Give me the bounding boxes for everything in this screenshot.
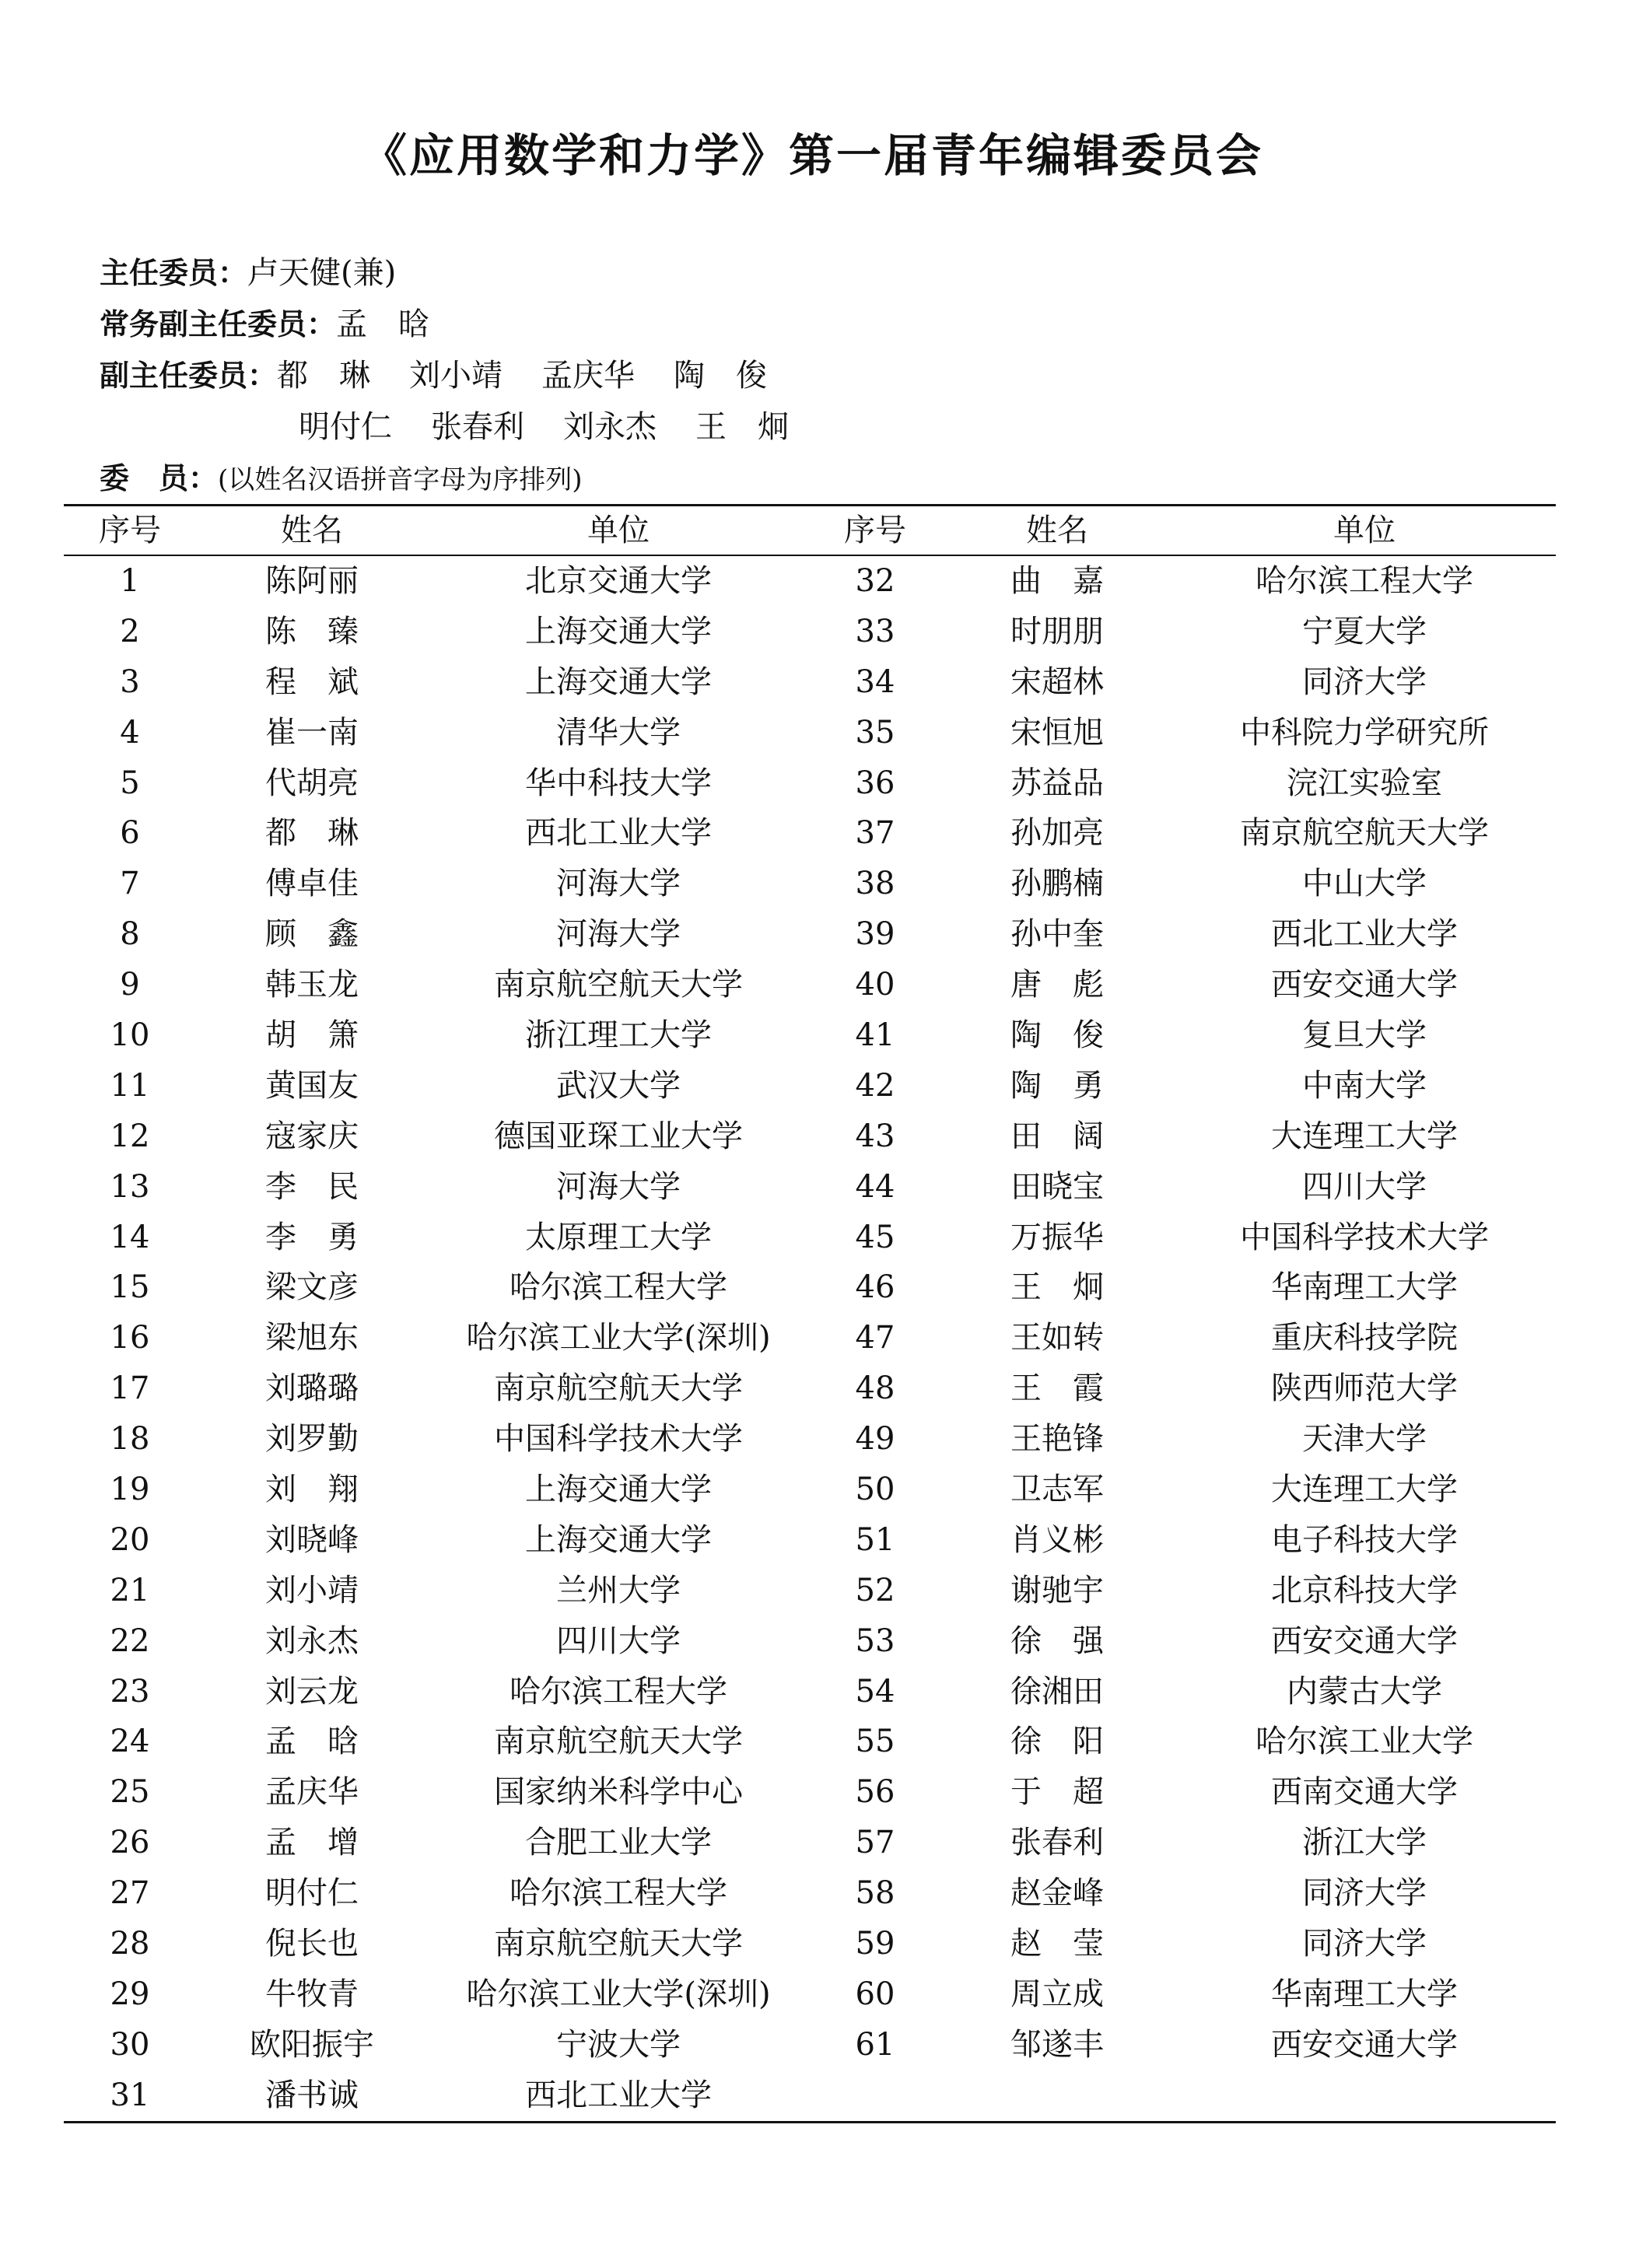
member-unit: 天津大学 xyxy=(1302,1421,1427,1458)
member-name: 韩玉龙 xyxy=(265,967,359,1003)
vice-name: 孟庆华 xyxy=(541,358,636,394)
header-unit: 单位 xyxy=(1333,513,1396,548)
member-unit: 西安交通大学 xyxy=(1271,2026,1458,2063)
member-unit: 北京科技大学 xyxy=(1271,1572,1458,1608)
member-unit: 南京航空航天大学 xyxy=(494,1724,743,1760)
member-unit: 哈尔滨工程大学 xyxy=(1256,563,1473,599)
member-no: 17 xyxy=(110,1370,150,1407)
member-name: 梁文彦 xyxy=(265,1269,359,1306)
member-unit: 西北工业大学 xyxy=(525,2077,712,2113)
member-name: 王 霞 xyxy=(1010,1370,1104,1407)
table-row xyxy=(64,708,1556,758)
member-no: 9 xyxy=(120,967,140,1003)
member-no: 42 xyxy=(855,1067,895,1104)
member-name: 孙加亮 xyxy=(1010,815,1104,852)
member-no: 35 xyxy=(855,714,895,751)
member-no: 34 xyxy=(855,663,895,700)
member-name: 赵 莹 xyxy=(1010,1926,1104,1962)
member-unit: 同济大学 xyxy=(1302,1926,1427,1962)
member-no: 8 xyxy=(120,916,140,953)
table-body xyxy=(64,556,1556,2121)
member-no: 20 xyxy=(110,1521,150,1558)
table-row xyxy=(64,1767,1556,1818)
member-no: 58 xyxy=(855,1875,895,1912)
member-no: 6 xyxy=(120,815,140,852)
member-name: 梁旭东 xyxy=(265,1320,359,1356)
member-name: 牛牧青 xyxy=(265,1976,359,2012)
member-name: 孟 增 xyxy=(265,1825,359,1861)
executive-vice-names xyxy=(336,299,468,350)
vice-line-2 xyxy=(100,401,1539,453)
member-no: 11 xyxy=(110,1067,150,1104)
member-unit: 大连理工大学 xyxy=(1271,1472,1458,1508)
member-name: 刘 翔 xyxy=(265,1472,359,1508)
member-no: 18 xyxy=(110,1421,150,1458)
member-no: 32 xyxy=(855,563,895,599)
member-unit: 南京航空航天大学 xyxy=(494,967,743,1003)
member-name: 王艳锋 xyxy=(1010,1421,1104,1458)
member-unit: 北京交通大学 xyxy=(525,563,712,599)
table-row xyxy=(64,1717,1556,1767)
member-name: 赵金峰 xyxy=(1010,1875,1104,1912)
header-no: 序号 xyxy=(844,513,906,548)
member-name: 刘云龙 xyxy=(265,1673,359,1710)
member-name: 李 勇 xyxy=(265,1219,359,1255)
table-row xyxy=(64,1213,1556,1263)
member-name: 明付仁 xyxy=(265,1875,359,1912)
member-no: 22 xyxy=(110,1622,150,1659)
member-no: 27 xyxy=(110,1875,150,1912)
member-no: 61 xyxy=(855,2026,895,2063)
member-name: 傅卓佳 xyxy=(265,866,359,902)
member-unit: 复旦大学 xyxy=(1302,1017,1427,1054)
member-unit: 哈尔滨工程大学 xyxy=(510,1673,727,1710)
vice-name: 刘小靖 xyxy=(409,358,503,394)
member-name: 陶 勇 xyxy=(1010,1067,1104,1104)
member-unit: 西北工业大学 xyxy=(525,815,712,852)
member-unit: 陕西师范大学 xyxy=(1271,1370,1458,1407)
members-line xyxy=(100,453,1539,504)
member-unit: 重庆科技学院 xyxy=(1271,1320,1458,1356)
member-no xyxy=(809,2070,941,2121)
member-name: 徐 阳 xyxy=(1010,1724,1104,1760)
member-no: 29 xyxy=(110,1976,150,2012)
page-title: 《应用数学和力学》第一届青年编辑委员会 xyxy=(361,129,1263,182)
member-unit: 华中科技大学 xyxy=(525,765,712,801)
member-name: 时朋朋 xyxy=(1010,613,1104,649)
member-name: 欧阳振宇 xyxy=(250,2026,374,2063)
director-label: 主任委员： xyxy=(100,256,248,290)
member-name: 都 琳 xyxy=(265,815,359,852)
member-unit: 四川大学 xyxy=(556,1622,681,1659)
member-name: 寇家庆 xyxy=(265,1118,359,1154)
member-unit: 西安交通大学 xyxy=(1271,1622,1458,1659)
member-no: 57 xyxy=(855,1825,895,1861)
member-no: 15 xyxy=(110,1269,150,1306)
member-no: 28 xyxy=(110,1926,150,1962)
member-no: 1 xyxy=(120,563,140,599)
members-label: 委 员： xyxy=(100,461,219,495)
vice-name: 陶 俊 xyxy=(674,358,768,394)
member-name: 田晓宝 xyxy=(1010,1168,1104,1205)
executive-vice-name: 孟 晗 xyxy=(336,306,430,342)
member-no: 43 xyxy=(855,1118,895,1154)
table-row xyxy=(64,2070,1556,2121)
executive-vice-line xyxy=(100,299,1539,350)
member-unit: 太原理工大学 xyxy=(525,1219,712,1255)
member-unit: 电子科技大学 xyxy=(1271,1521,1458,1558)
vice-name: 刘永杰 xyxy=(563,409,657,445)
member-unit: 内蒙古大学 xyxy=(1287,1673,1442,1710)
member-unit: 哈尔滨工业大学 xyxy=(1256,1724,1473,1760)
member-unit: 中科院力学研究所 xyxy=(1240,714,1489,751)
member-unit: 中国科学技术大学 xyxy=(1240,1219,1489,1255)
member-unit: 宁夏大学 xyxy=(1302,613,1427,649)
member-no: 39 xyxy=(855,916,895,953)
vice-name: 都 琳 xyxy=(277,358,371,394)
member-no: 25 xyxy=(110,1774,150,1811)
member-name: 顾 鑫 xyxy=(265,916,359,953)
member-name: 孟庆华 xyxy=(265,1774,359,1811)
table-row xyxy=(64,1313,1556,1363)
member-name: 万振华 xyxy=(1010,1219,1104,1255)
member-no: 47 xyxy=(855,1320,895,1356)
member-name: 代胡亮 xyxy=(265,765,359,801)
member-name: 卫志军 xyxy=(1010,1472,1104,1508)
member-unit: 兰州大学 xyxy=(556,1572,681,1608)
member-name: 唐 彪 xyxy=(1010,967,1104,1003)
table-row xyxy=(64,1010,1556,1061)
table-row xyxy=(64,1465,1556,1515)
member-no: 44 xyxy=(855,1168,895,1205)
header-name: 姓名 xyxy=(281,513,343,548)
member-no: 53 xyxy=(855,1622,895,1659)
member-unit: 哈尔滨工业大学(深圳) xyxy=(466,1320,771,1356)
member-name: 程 斌 xyxy=(265,663,359,700)
table-row xyxy=(64,1667,1556,1717)
member-no: 52 xyxy=(855,1572,895,1608)
member-no: 54 xyxy=(855,1673,895,1710)
member-unit: 德国亚琛工业大学 xyxy=(494,1118,743,1154)
member-unit: 上海交通大学 xyxy=(525,1521,712,1558)
member-name: 谢驰宇 xyxy=(1010,1572,1104,1608)
member-no: 48 xyxy=(855,1370,895,1407)
member-unit: 华南理工大学 xyxy=(1271,1976,1458,2012)
member-unit: 南京航空航天大学 xyxy=(1240,815,1489,852)
member-unit: 中山大学 xyxy=(1302,866,1427,902)
member-name: 周立成 xyxy=(1010,1976,1104,2012)
member-name: 肖义彬 xyxy=(1010,1521,1104,1558)
header-no: 序号 xyxy=(99,513,161,548)
member-unit: 华南理工大学 xyxy=(1271,1269,1458,1306)
member-unit: 南京航空航天大学 xyxy=(494,1370,743,1407)
member-no: 50 xyxy=(855,1472,895,1508)
member-no: 14 xyxy=(110,1219,150,1255)
member-name: 倪长也 xyxy=(265,1926,359,1962)
member-name: 刘晓峰 xyxy=(265,1521,359,1558)
member-unit: 宁波大学 xyxy=(556,2026,681,2063)
member-no: 31 xyxy=(110,2077,150,2113)
table-row xyxy=(64,1868,1556,1919)
member-unit: 合肥工业大学 xyxy=(525,1825,712,1861)
member-no: 23 xyxy=(110,1673,150,1710)
member-name: 胡 箫 xyxy=(265,1017,359,1054)
table-row xyxy=(64,1162,1556,1213)
member-name: 陈阿丽 xyxy=(265,563,359,599)
member-no: 40 xyxy=(855,967,895,1003)
members-table xyxy=(64,504,1556,2123)
member-no: 36 xyxy=(855,765,895,801)
members-note: (以姓名汉语拼音字母为序排列) xyxy=(218,464,583,495)
member-name: 孟 晗 xyxy=(265,1724,359,1760)
member-no: 55 xyxy=(855,1724,895,1760)
vice-label: 副主任委员： xyxy=(100,359,278,393)
vice-name: 张春利 xyxy=(431,409,524,445)
table-row xyxy=(64,1566,1556,1616)
member-unit: 哈尔滨工程大学 xyxy=(510,1875,727,1912)
member-name: 陈 臻 xyxy=(265,613,359,649)
member-name: 潘书诚 xyxy=(265,2077,359,2113)
vice-names-1 xyxy=(277,350,806,401)
member-name: 曲 嘉 xyxy=(1010,563,1104,599)
table-row xyxy=(64,1414,1556,1465)
member-unit: 中南大学 xyxy=(1302,1067,1427,1104)
member-name: 孙中奎 xyxy=(1010,916,1104,953)
table-row xyxy=(64,1919,1556,1969)
member-no: 33 xyxy=(855,613,895,649)
member-no: 37 xyxy=(855,815,895,852)
member-no: 4 xyxy=(120,714,140,751)
member-unit: 浙江理工大学 xyxy=(525,1017,712,1054)
member-no: 45 xyxy=(855,1219,895,1255)
member-name: 黄国友 xyxy=(265,1067,359,1104)
member-unit: 西南交通大学 xyxy=(1271,1774,1458,1811)
member-no: 24 xyxy=(110,1724,150,1760)
member-no: 2 xyxy=(120,613,140,649)
member-unit: 四川大学 xyxy=(1302,1168,1427,1205)
member-no: 19 xyxy=(110,1472,150,1508)
member-unit: 哈尔滨工业大学(深圳) xyxy=(466,1976,771,2012)
member-name: 刘璐璐 xyxy=(265,1370,359,1407)
member-unit: 上海交通大学 xyxy=(525,663,712,700)
member-no: 10 xyxy=(110,1017,150,1054)
member-name: 刘永杰 xyxy=(265,1622,359,1659)
member-no: 5 xyxy=(120,765,140,801)
vice-names-2 xyxy=(299,401,828,453)
header-unit: 单位 xyxy=(587,513,650,548)
member-no: 59 xyxy=(855,1926,895,1962)
table-row xyxy=(64,657,1556,708)
table-row xyxy=(64,1363,1556,1414)
member-name: 王 炯 xyxy=(1010,1269,1104,1306)
table-row xyxy=(64,758,1556,809)
member-no: 7 xyxy=(120,866,140,902)
member-unit xyxy=(1173,2070,1556,2121)
table-row xyxy=(64,808,1556,859)
member-unit: 浙江大学 xyxy=(1302,1825,1427,1861)
member-no: 3 xyxy=(120,663,140,700)
table-row xyxy=(64,909,1556,960)
vice-name: 明付仁 xyxy=(299,409,392,445)
vice-name: 王 炯 xyxy=(695,409,789,445)
executive-vice-label: 常务副主任委员： xyxy=(100,307,337,341)
member-unit: 河海大学 xyxy=(556,866,681,902)
table-header-row xyxy=(64,506,1556,555)
member-name: 刘小靖 xyxy=(265,1572,359,1608)
director-line xyxy=(100,247,1539,299)
table-row xyxy=(64,1111,1556,1162)
member-name: 宋恒旭 xyxy=(1010,714,1104,751)
table-bottom-rule xyxy=(64,2121,1556,2123)
member-name: 李 民 xyxy=(265,1168,359,1205)
member-unit: 南京航空航天大学 xyxy=(494,1926,743,1962)
table-row xyxy=(64,607,1556,657)
member-name: 宋超林 xyxy=(1010,663,1104,700)
member-no: 46 xyxy=(855,1269,895,1306)
member-no: 30 xyxy=(110,2026,150,2063)
member-unit: 上海交通大学 xyxy=(525,1472,712,1508)
table-row xyxy=(64,1262,1556,1313)
member-unit: 同济大学 xyxy=(1302,663,1427,700)
table-row xyxy=(64,556,1556,607)
table-row xyxy=(64,1061,1556,1111)
member-unit: 国家纳米科学中心 xyxy=(494,1774,743,1811)
table-row xyxy=(64,1616,1556,1667)
member-no: 26 xyxy=(110,1825,150,1861)
member-name: 于 超 xyxy=(1010,1774,1104,1811)
table-row xyxy=(64,1818,1556,1868)
member-no: 21 xyxy=(110,1572,150,1608)
member-name: 徐 强 xyxy=(1010,1622,1104,1659)
member-unit: 上海交通大学 xyxy=(525,613,712,649)
table-row xyxy=(64,1515,1556,1566)
table-row xyxy=(64,2020,1556,2070)
member-name: 崔一南 xyxy=(265,714,359,751)
member-unit: 中国科学技术大学 xyxy=(494,1421,743,1458)
member-unit: 清华大学 xyxy=(556,714,681,751)
member-name: 王如转 xyxy=(1010,1320,1104,1356)
member-name: 邹遂丰 xyxy=(1010,2026,1104,2063)
member-name: 田 阔 xyxy=(1010,1118,1104,1154)
member-no: 41 xyxy=(855,1017,895,1054)
member-unit: 河海大学 xyxy=(556,1168,681,1205)
member-no: 13 xyxy=(110,1168,150,1205)
header-name: 姓名 xyxy=(1026,513,1088,548)
table-row xyxy=(64,1969,1556,2020)
member-unit: 哈尔滨工程大学 xyxy=(510,1269,727,1306)
member-no: 12 xyxy=(110,1118,150,1154)
member-name: 孙鹏楠 xyxy=(1010,866,1104,902)
director-name: 卢天健(兼) xyxy=(247,255,397,291)
member-no: 51 xyxy=(855,1521,895,1558)
member-unit: 浣江实验室 xyxy=(1287,765,1442,801)
member-name: 徐湘田 xyxy=(1010,1673,1104,1710)
member-no: 60 xyxy=(855,1976,895,2012)
table-row xyxy=(64,859,1556,909)
member-no: 49 xyxy=(855,1421,895,1458)
member-unit: 西北工业大学 xyxy=(1271,916,1458,953)
director-names xyxy=(247,247,435,299)
member-name xyxy=(941,2070,1173,2121)
member-name: 苏益品 xyxy=(1010,765,1104,801)
member-no: 38 xyxy=(855,866,895,902)
member-unit: 大连理工大学 xyxy=(1271,1118,1458,1154)
table-row xyxy=(64,960,1556,1010)
member-no: 16 xyxy=(110,1320,150,1356)
member-unit: 河海大学 xyxy=(556,916,681,953)
member-name: 陶 俊 xyxy=(1010,1017,1104,1054)
vice-line-1 xyxy=(100,350,1539,401)
member-unit: 武汉大学 xyxy=(556,1067,681,1104)
member-no: 56 xyxy=(855,1774,895,1811)
member-name: 张春利 xyxy=(1010,1825,1104,1861)
member-name: 刘罗勤 xyxy=(265,1421,359,1458)
member-unit: 同济大学 xyxy=(1302,1875,1427,1912)
committee-roles xyxy=(100,247,1539,504)
member-unit: 西安交通大学 xyxy=(1271,967,1458,1003)
